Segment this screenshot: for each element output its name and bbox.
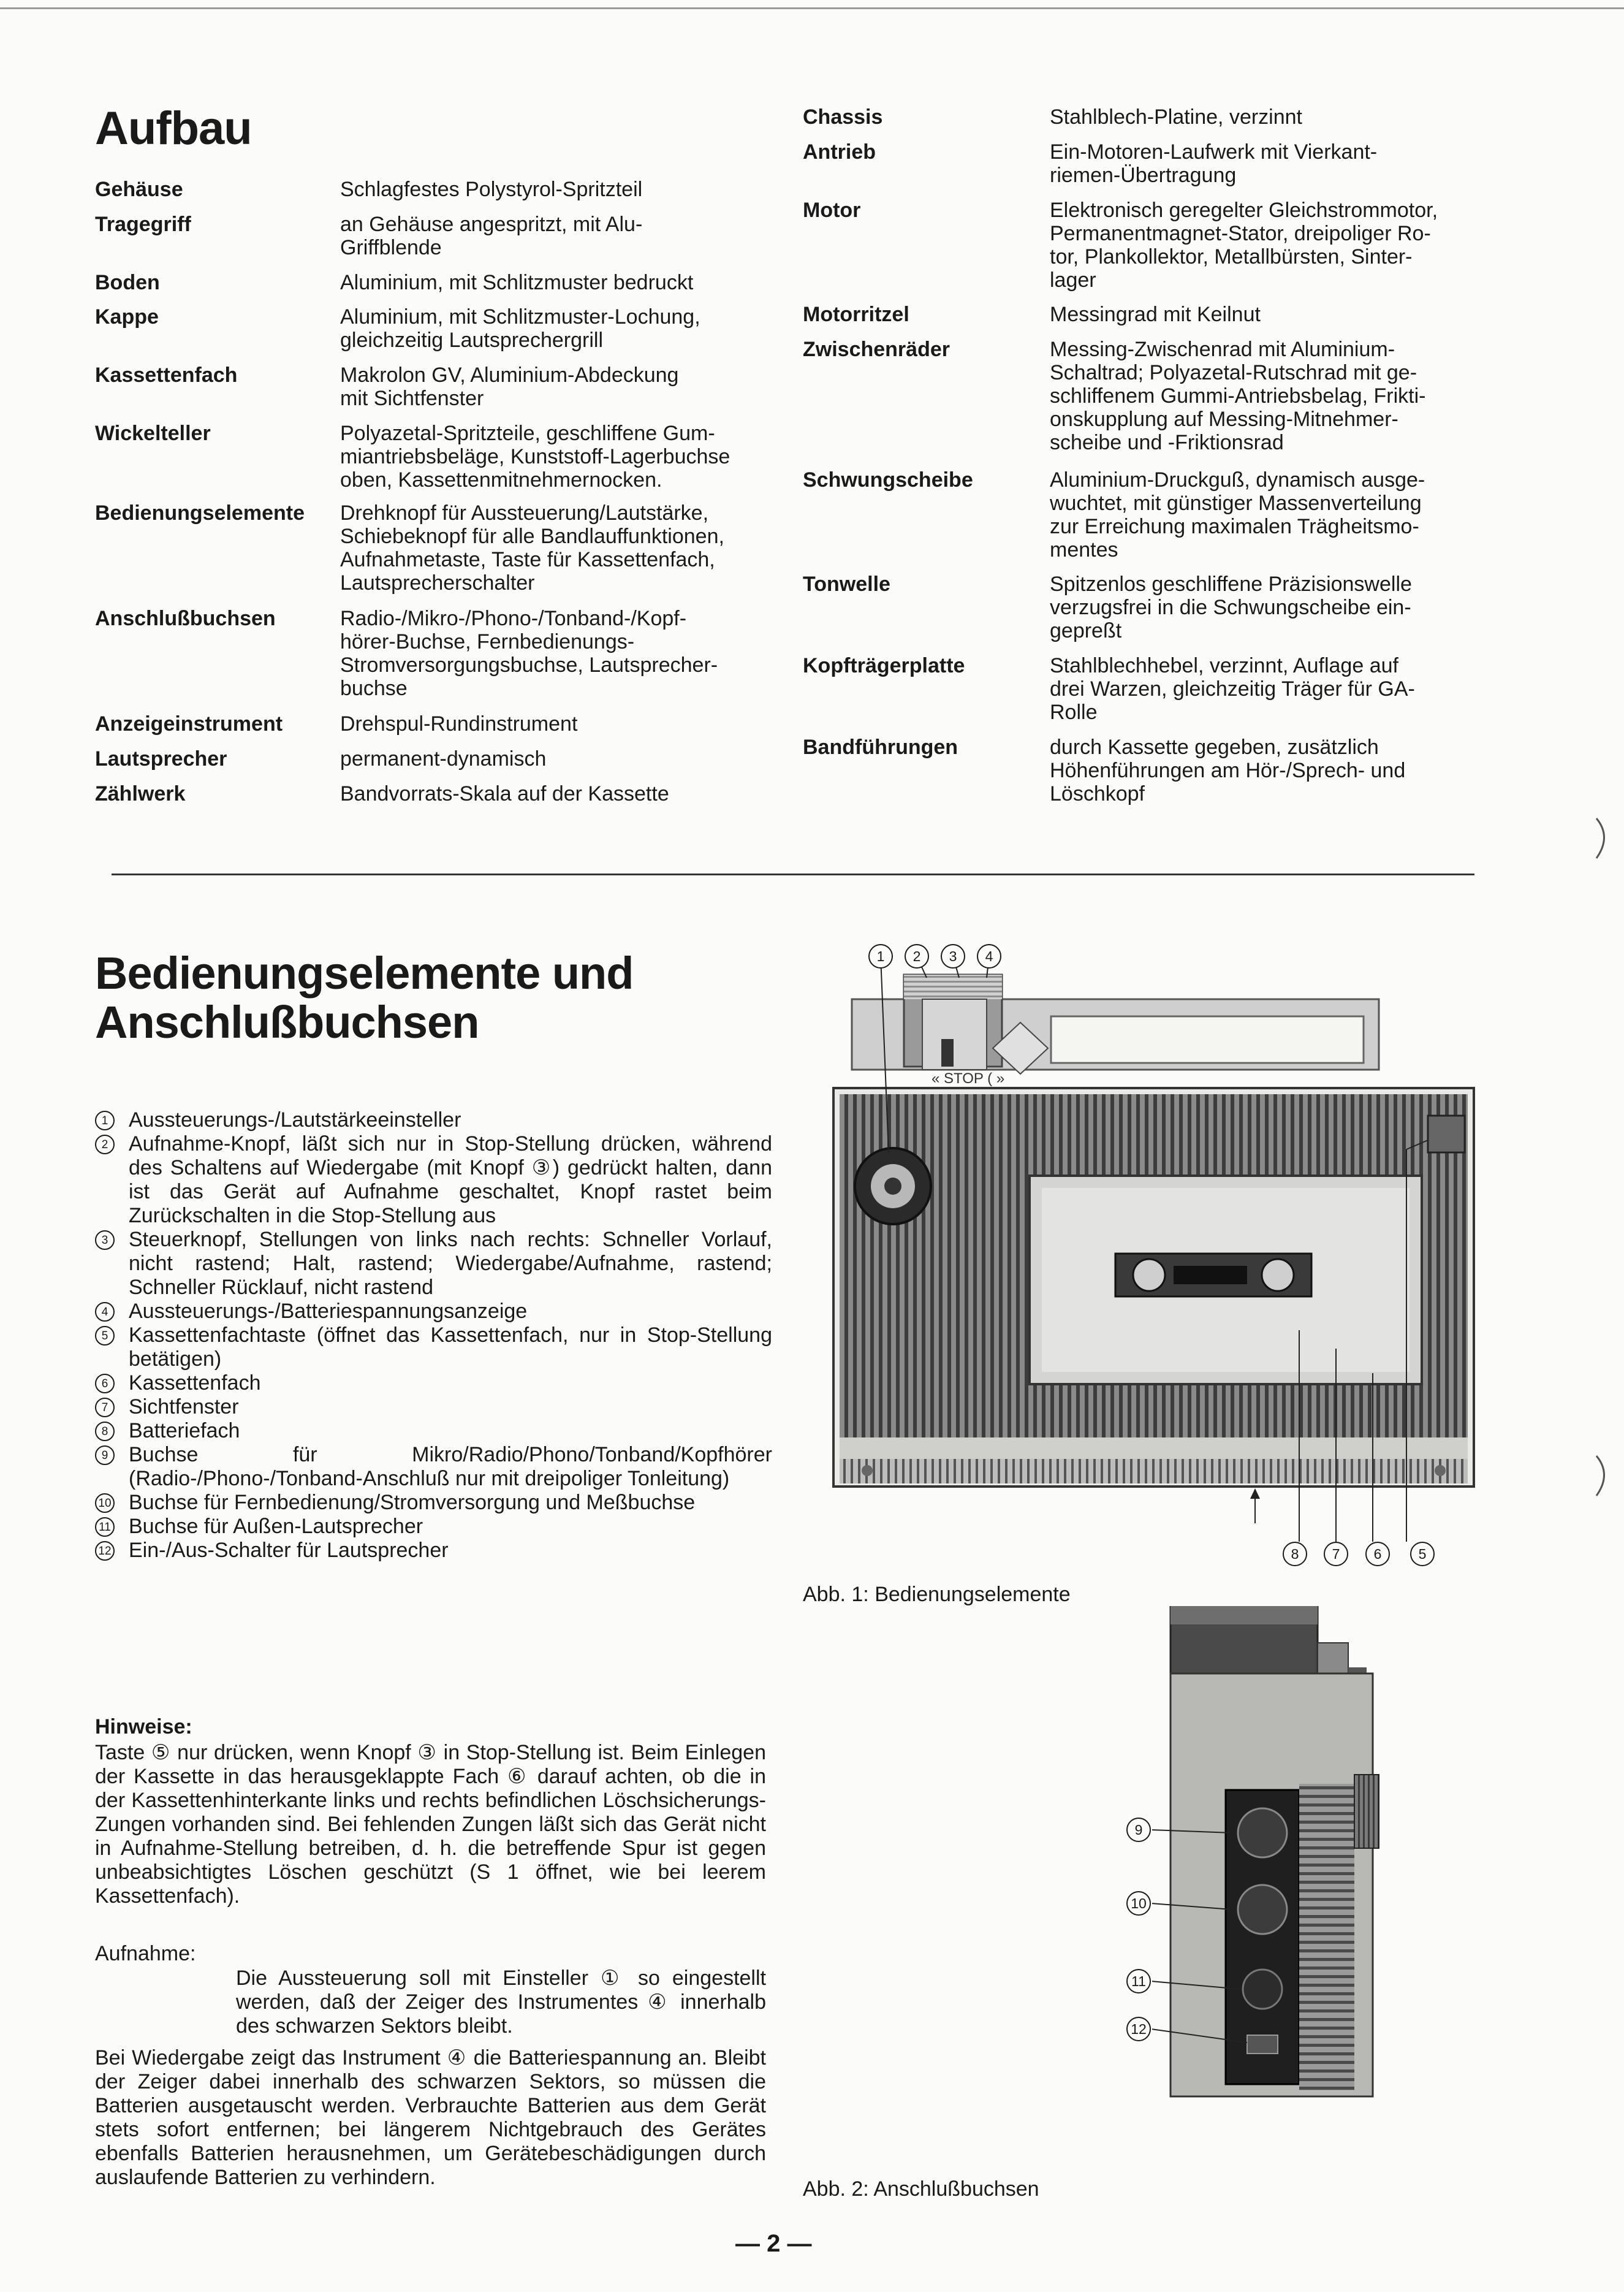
- item-text: Buchse für Außen-Lautsprecher: [129, 1515, 423, 1538]
- item-text: Buchse für Mikro/Radio/Phono/Tonband/Kopfhörer (Radio-/Phono-/Tonband-Anschluß nur mit dreipoliger Tonleitung): [129, 1443, 772, 1490]
- item-number: 11: [95, 1517, 115, 1537]
- item-text: Kassettenfachtaste (öffnet das Kassettenfach, nur in Stop-Stellung betätigen): [129, 1323, 772, 1371]
- spec-value: Drehspul-Rundinstrument: [340, 712, 578, 736]
- spec-label: Zählwerk: [95, 782, 186, 805]
- spec-label: Gehäuse: [95, 178, 183, 201]
- aufbau-spec-left: [95, 178, 775, 821]
- spec-value: Messingrad mit Keilnut: [1050, 303, 1261, 326]
- list-item: [95, 1371, 772, 1395]
- spec-label: Boden: [95, 271, 160, 294]
- spec-label: Schwungscheibe: [803, 468, 973, 492]
- item-text: Steuerknopf, Stellungen von links nach rechts: Schneller Vorlauf, nicht rastend; Halt, rastend; Wiedergabe/Aufnahme, rastend; Schneller Rücklauf, nicht rastend: [129, 1228, 772, 1299]
- binding-marks: [1593, 815, 1618, 1520]
- spec-label: Tonwelle: [803, 573, 890, 596]
- list-item: [95, 1515, 772, 1539]
- list-item: [95, 1228, 772, 1300]
- spec-value: Makrolon GV, Aluminium-Abdeckung mit Sichtfenster: [340, 364, 679, 410]
- fig2-side-view: [1152, 1606, 1495, 2103]
- item-text: Aussteuerungs-/Batteriespannungsanzeige: [129, 1300, 528, 1323]
- spec-value: Stahlblech-Platine, verzinnt: [1050, 105, 1303, 129]
- callout-number: 4: [977, 944, 1001, 969]
- spec-value: durch Kassette gegeben, zusätzlich Höhenführungen am Hör-/Sprech- und Löschkopf: [1050, 736, 1406, 805]
- callout-number: 12: [1126, 2017, 1151, 2041]
- item-text: Batteriefach: [129, 1419, 240, 1442]
- spec-value: permanent-dynamisch: [340, 747, 547, 771]
- spec-value: Aluminium, mit Schlitzmuster-Lochung, gleichzeitig Lautsprechergrill: [340, 305, 700, 352]
- spec-value: Aluminium, mit Schlitzmuster bedruckt: [340, 271, 694, 294]
- callout-number: 9: [1126, 1818, 1151, 1842]
- spec-value: Spitzenlos geschliffene Präzisionswelle verzugsfrei in die Schwungscheibe ein- gepreßt: [1050, 573, 1412, 642]
- spec-label: Anzeigeinstrument: [95, 712, 283, 736]
- spec-label: Bandführungen: [803, 736, 958, 759]
- page-number: — 2 —: [735, 2230, 812, 2257]
- spec-label: Anschlußbuchsen: [95, 607, 276, 630]
- callout-number: 10: [1126, 1891, 1151, 1916]
- spec-value: an Gehäuse angespritzt, mit Alu- Griffblende: [340, 213, 643, 259]
- aufnahme-paragraph: Die Aussteuerung soll mit Einsteller ① so eingestellt werden, daß der Zeiger des Instrumentes ④ innerhalb des schwarzen Sektors bleibt.: [236, 1966, 766, 2038]
- hinweise-heading: Hinweise:: [95, 1715, 192, 1738]
- item-text: Buchse für Fernbedienung/Stromversorgung und Meßbuchse: [129, 1491, 696, 1514]
- item-text: Aussteuerungs-/Lautstärkeeinsteller: [129, 1108, 461, 1132]
- hinweise-paragraph: Taste ⑤ nur drücken, wenn Knopf ③ in Stop-Stellung ist. Beim Einlegen der Kassette in das herausgeklappte Fach ⑥ darauf achten, ob die in der Kassettenhinterkante links und rechts befindlichen Löschsicherungs-Zungen vorhanden sind. Bei fehlenden Zungen läßt sich das Gerät nicht in Aufnahme-Stellung betreiben, d. h. die betreffende Spur ist gegen unbeabsichtigtes Löschen geschützt (S 1 öffnet, wie bei leerem Kassettenfach).: [95, 1741, 766, 1908]
- spec-label: Kopfträgerplatte: [803, 654, 965, 677]
- item-number: 8: [95, 1422, 115, 1441]
- list-item: [95, 1132, 772, 1228]
- item-number: 6: [95, 1374, 115, 1393]
- item-number: 9: [95, 1445, 115, 1465]
- callout-number: 2: [905, 944, 929, 969]
- callout-number: 6: [1365, 1542, 1390, 1566]
- spec-value: Ein-Motoren-Laufwerk mit Vierkant- riemen-Übertragung: [1050, 140, 1378, 187]
- callout-number: 8: [1283, 1542, 1307, 1566]
- item-number: 3: [95, 1230, 115, 1250]
- spec-label: Tragegriff: [95, 213, 191, 236]
- slider-label: « STOP ( »: [932, 1070, 1005, 1087]
- spec-value: Polyazetal-Spritzteile, geschliffene Gum- miantriebsbeläge, Kunststoff-Lagerbuchse oben, Kassettenmitnehmernocken.: [340, 422, 730, 492]
- fig1-cassette-recorder: [784, 907, 1489, 1557]
- item-text: Sichtfenster: [129, 1395, 239, 1418]
- list-item: [95, 1108, 772, 1132]
- item-number: 5: [95, 1326, 115, 1346]
- fig1-caption: Abb. 1: Bedienungselemente: [803, 1583, 1071, 1606]
- callout-number: 11: [1126, 1969, 1151, 1993]
- top-rule: [0, 7, 1624, 9]
- list-item: [95, 1491, 772, 1515]
- spec-value: Stahlblechhebel, verzinnt, Auflage auf drei Warzen, gleichzeitig Träger für GA- Rolle: [1050, 654, 1415, 724]
- spec-label: Kappe: [95, 305, 159, 329]
- callout-number: 5: [1410, 1542, 1435, 1566]
- item-number: 10: [95, 1493, 115, 1513]
- spec-value: Drehknopf für Aussteuerung/Lautstärke, Schiebeknopf für alle Bandlauffunktionen, Aufnahmetaste, Taste für Kassettenfach, Lautsprecherschalter: [340, 501, 724, 595]
- spec-label: Zwischenräder: [803, 338, 950, 361]
- spec-value: Aluminium-Druckguß, dynamisch ausge- wuchtet, mit günstiger Massenverteilung zur Erreichung maximalen Trägheitsmo- mentes: [1050, 468, 1425, 562]
- spec-value: Messing-Zwischenrad mit Aluminium- Schaltrad; Polyazetal-Rutschrad mit ge- schliffenem Gummi-Antriebsbelag, Frikti- onskupplung auf Messing-Mitnehmer- scheibe und -Friktionsrad: [1050, 338, 1426, 454]
- spec-value: Elektronisch geregelter Gleichstrommotor, Permanentmagnet-Stator, dreipoliger Ro- tor, Plankollektor, Metallbürsten, Sinter- lager: [1050, 199, 1438, 292]
- list-item: [95, 1323, 772, 1371]
- aufnahme-label: Aufnahme:: [95, 1942, 196, 1965]
- spec-label: Kassettenfach: [95, 364, 238, 387]
- spec-value: Radio-/Mikro-/Phono-/Tonband-/Kopf- hörer-Buchse, Fernbedienungs- Stromversorgungsbuchse, Lautsprecher- buchse: [340, 607, 718, 700]
- item-text: Ein-/Aus-Schalter für Lautsprecher: [129, 1539, 449, 1562]
- list-item: [95, 1419, 772, 1443]
- spec-label: Wickelteller: [95, 422, 211, 445]
- list-item: [95, 1300, 772, 1323]
- callout-number: 7: [1324, 1542, 1348, 1566]
- spec-label: Motorritzel: [803, 303, 909, 326]
- wiedergabe-paragraph: Bei Wiedergabe zeigt das Instrument ④ die Batteriespannung an. Bleibt der Zeiger dabei innerhalb des schwarzen Sektors, so müssen die Batterien ausgetauscht werden. Verbrauchte Batterien aus dem Gerät stets sofort entfernen; bei längerem Nichtgebrauch des Gerätes ebenfalls Batterien herausnehmen, um Gerätebeschädigungen durch auslaufende Batterien zu verhindern.: [95, 2046, 766, 2189]
- bedienung-heading-line1: Bedienungselemente und: [95, 948, 634, 999]
- item-number: 2: [95, 1135, 115, 1154]
- fig2-caption: Abb. 2: Anschlußbuchsen: [803, 2177, 1039, 2201]
- aufbau-spec-right: [803, 105, 1477, 817]
- spec-label: Bedienungselemente: [95, 501, 305, 525]
- list-item: [95, 1443, 772, 1491]
- spec-label: Motor: [803, 199, 861, 222]
- item-number: 4: [95, 1302, 115, 1322]
- item-number: 1: [95, 1111, 115, 1130]
- spec-value: Schlagfestes Polystyrol-Spritzteil: [340, 178, 643, 201]
- spec-label: Antrieb: [803, 140, 876, 164]
- item-number: 7: [95, 1398, 115, 1417]
- item-text: Kassettenfach: [129, 1371, 261, 1395]
- bedienung-heading-line2: Anschlußbuchsen: [95, 996, 479, 1048]
- controls-list: [95, 1108, 772, 1563]
- item-text: Aufnahme-Knopf, läßt sich nur in Stop-Stellung drücken, während des Schaltens auf Wiedergabe (mit Knopf ③) gedrückt halten, dann ist das Gerät auf Aufnahme geschaltet, Knopf rastet beim Zurückschalten in die Stop-Stellung aus: [129, 1132, 772, 1227]
- spec-label: Lautsprecher: [95, 747, 227, 771]
- list-item: [95, 1395, 772, 1419]
- aufbau-heading: Aufbau: [95, 102, 252, 154]
- item-number: 12: [95, 1541, 115, 1561]
- bedienung-heading: [95, 949, 633, 1047]
- list-item: [95, 1539, 772, 1563]
- spec-value: Bandvorrats-Skala auf der Kassette: [340, 782, 669, 805]
- section-divider: [112, 874, 1474, 875]
- callout-number: 1: [868, 944, 893, 969]
- callout-number: 3: [941, 944, 965, 969]
- spec-label: Chassis: [803, 105, 883, 129]
